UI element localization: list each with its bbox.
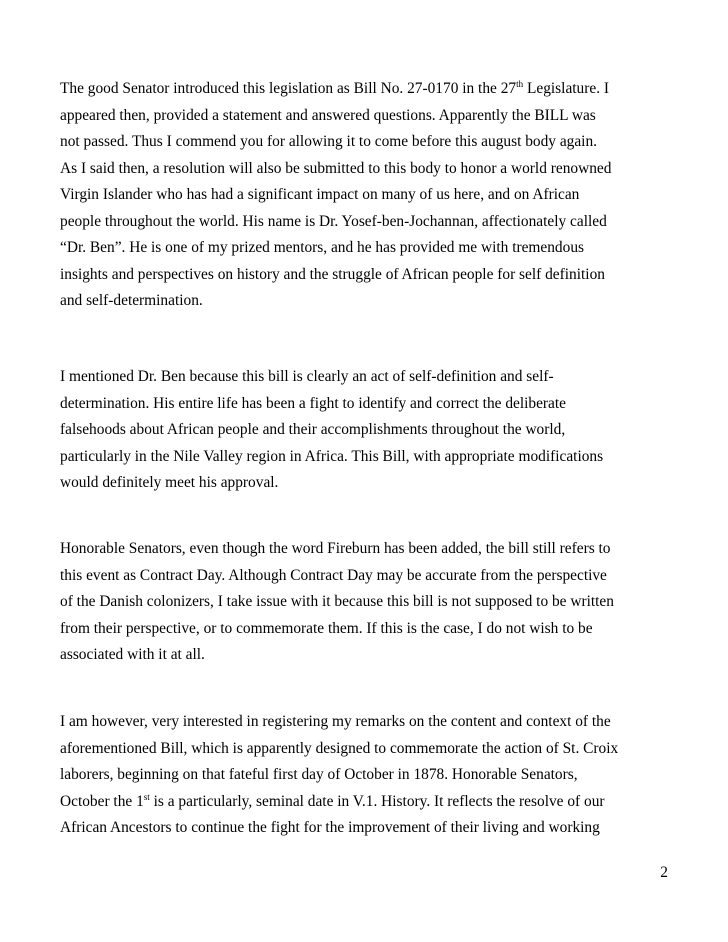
text-line: particularly in the Nile Valley region in Africa. This Bill, with appropriate modifications bbox=[60, 447, 604, 465]
text-line: of the Danish colonizers, I take issue with it because this bill is not supposed to be written bbox=[60, 593, 614, 610]
text-line: I mentioned Dr. Ben because this bill is clearly an act of self-definition and self- bbox=[60, 368, 554, 385]
text-line: appeared then, provided a statement and answered questions. Apparently the BILL was bbox=[60, 106, 596, 124]
paragraph-3 bbox=[60, 536, 680, 669]
text-line: falsehoods about African people and their accomplishments throughout the world, bbox=[60, 421, 566, 438]
paragraph-4 bbox=[60, 709, 680, 842]
paragraph-1 bbox=[60, 76, 680, 315]
text-line: laborers, beginning on that fateful first day of October in 1878. Honorable Senators, bbox=[60, 766, 578, 783]
text-line: this event as Contract Day. Although Contract Day may be accurate from the perspective bbox=[60, 566, 607, 584]
paragraph-2 bbox=[60, 364, 680, 497]
text-line: and self-determination. bbox=[60, 292, 203, 309]
text-line: “Dr. Ben”. He is one of my prized mentors, and he has provided me with tremendous bbox=[60, 239, 585, 256]
superscript: st bbox=[143, 791, 150, 802]
text-line: African Ancestors to continue the fight for the improvement of their living and working bbox=[60, 819, 600, 836]
text-line: people throughout the world. His name is Dr. Yosef-ben-Jochannan, affectionately called bbox=[60, 212, 607, 230]
text-line: would definitely meet his approval. bbox=[60, 474, 279, 491]
superscript: th bbox=[516, 79, 524, 89]
text-line: from their perspective, or to commemorate them. If this is the case, I do not wish to be bbox=[60, 619, 593, 637]
text-line: As I said then, a resolution will also be submitted to this body to honor a world renowned bbox=[60, 159, 612, 177]
page-number: 2 bbox=[660, 864, 668, 881]
text-line: Honorable Senators, even though the word Fireburn has been added, the bill still refers to bbox=[60, 540, 611, 557]
text-line: insights and perspectives on history and the struggle of African people for self definition bbox=[60, 265, 605, 283]
text-line: The good Senator introduced this legislation as Bill No. 27-0170 in the 27th Legislature. I bbox=[60, 79, 610, 97]
text-line: I am however, very interested in registering my remarks on the content and context of the bbox=[60, 713, 611, 730]
text-line: not passed. Thus I commend you for allowing it to come before this august body again. bbox=[60, 133, 598, 150]
text-line: October the 1st is a particularly, seminal date in V.1. History. It reflects the resolve of our bbox=[60, 791, 605, 810]
text-line: determination. His entire life has been a fight to identify and correct the deliberate bbox=[60, 394, 566, 412]
text-line: aforementioned Bill, which is apparently designed to commemorate the action of St. Croix bbox=[60, 739, 619, 757]
text-line: associated with it at all. bbox=[60, 646, 205, 663]
text-line: Virgin Islander who has had a significant impact on many of us here, and on African bbox=[60, 186, 580, 203]
